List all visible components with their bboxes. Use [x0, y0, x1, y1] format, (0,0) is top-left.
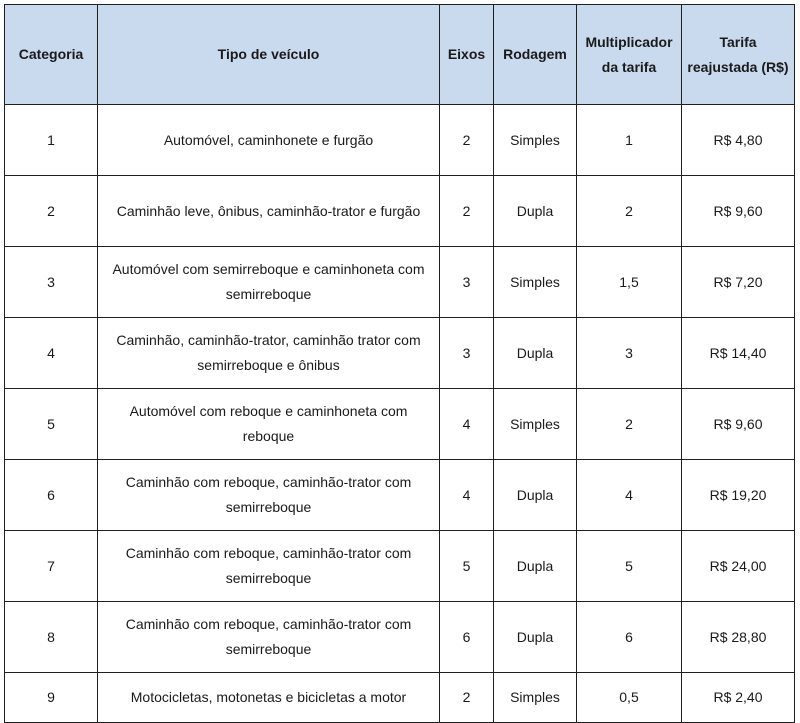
cell-tipo-de-veiculo: Caminhão leve, ônibus, caminhão-trator e furgão [98, 176, 440, 247]
table-row [5, 531, 795, 602]
toll-fare-table [4, 4, 795, 723]
cell-multiplicador: 6 [577, 602, 682, 673]
cell-multiplicador: 2 [577, 389, 682, 460]
cell-categoria: 5 [5, 389, 98, 460]
cell-tarifa: R$ 4,80 [682, 105, 795, 176]
cell-multiplicador: 1,5 [577, 247, 682, 318]
table-row [5, 460, 795, 531]
cell-multiplicador: 4 [577, 460, 682, 531]
cell-tipo-de-veiculo: Caminhão com reboque, caminhão-trator com semirreboque [98, 460, 440, 531]
cell-multiplicador: 0,5 [577, 673, 682, 723]
cell-eixos: 4 [440, 389, 494, 460]
cell-categoria: 3 [5, 247, 98, 318]
cell-categoria: 6 [5, 460, 98, 531]
cell-rodagem: Dupla [494, 602, 577, 673]
cell-categoria: 4 [5, 318, 98, 389]
cell-rodagem: Dupla [494, 176, 577, 247]
cell-tarifa: R$ 24,00 [682, 531, 795, 602]
cell-tarifa: R$ 19,20 [682, 460, 795, 531]
cell-eixos: 3 [440, 247, 494, 318]
header-tarifa: Tarifa reajustada (R$) [682, 5, 795, 105]
cell-tipo-de-veiculo: Motocicletas, motonetas e bicicletas a motor [98, 673, 440, 723]
table-row [5, 673, 795, 723]
table-row [5, 176, 795, 247]
cell-tipo-de-veiculo: Automóvel, caminhonete e furgão [98, 105, 440, 176]
cell-categoria: 7 [5, 531, 98, 602]
cell-multiplicador: 3 [577, 318, 682, 389]
cell-multiplicador: 1 [577, 105, 682, 176]
cell-eixos: 4 [440, 460, 494, 531]
cell-tipo-de-veiculo: Caminhão com reboque, caminhão-trator com semirreboque [98, 602, 440, 673]
header-tipo-de-veiculo: Tipo de veículo [98, 5, 440, 105]
header-categoria: Categoria [5, 5, 98, 105]
table-row [5, 318, 795, 389]
cell-eixos: 3 [440, 318, 494, 389]
cell-categoria: 1 [5, 105, 98, 176]
cell-tipo-de-veiculo: Automóvel com reboque e caminhoneta com reboque [98, 389, 440, 460]
table-row [5, 389, 795, 460]
cell-tarifa: R$ 28,80 [682, 602, 795, 673]
cell-eixos: 5 [440, 531, 494, 602]
cell-rodagem: Simples [494, 247, 577, 318]
header-eixos: Eixos [440, 5, 494, 105]
cell-rodagem: Simples [494, 389, 577, 460]
cell-eixos: 6 [440, 602, 494, 673]
table-row [5, 247, 795, 318]
cell-rodagem: Dupla [494, 318, 577, 389]
cell-categoria: 2 [5, 176, 98, 247]
table-row [5, 105, 795, 176]
cell-tarifa: R$ 9,60 [682, 176, 795, 247]
cell-tarifa: R$ 14,40 [682, 318, 795, 389]
cell-tipo-de-veiculo: Caminhão, caminhão-trator, caminhão trator com semirreboque e ônibus [98, 318, 440, 389]
cell-multiplicador: 2 [577, 176, 682, 247]
table-header-row [5, 5, 795, 105]
cell-categoria: 8 [5, 602, 98, 673]
cell-tipo-de-veiculo: Caminhão com reboque, caminhão-trator com semirreboque [98, 531, 440, 602]
cell-tarifa: R$ 7,20 [682, 247, 795, 318]
cell-rodagem: Dupla [494, 460, 577, 531]
cell-eixos: 2 [440, 673, 494, 723]
cell-categoria: 9 [5, 673, 98, 723]
header-multiplicador: Multiplicador da tarifa [577, 5, 682, 105]
cell-tipo-de-veiculo: Automóvel com semirreboque e caminhoneta com semirreboque [98, 247, 440, 318]
header-rodagem: Rodagem [494, 5, 577, 105]
cell-eixos: 2 [440, 105, 494, 176]
cell-eixos: 2 [440, 176, 494, 247]
cell-rodagem: Simples [494, 673, 577, 723]
table-row [5, 602, 795, 673]
cell-rodagem: Dupla [494, 531, 577, 602]
cell-tarifa: R$ 9,60 [682, 389, 795, 460]
cell-multiplicador: 5 [577, 531, 682, 602]
cell-tarifa: R$ 2,40 [682, 673, 795, 723]
cell-rodagem: Simples [494, 105, 577, 176]
